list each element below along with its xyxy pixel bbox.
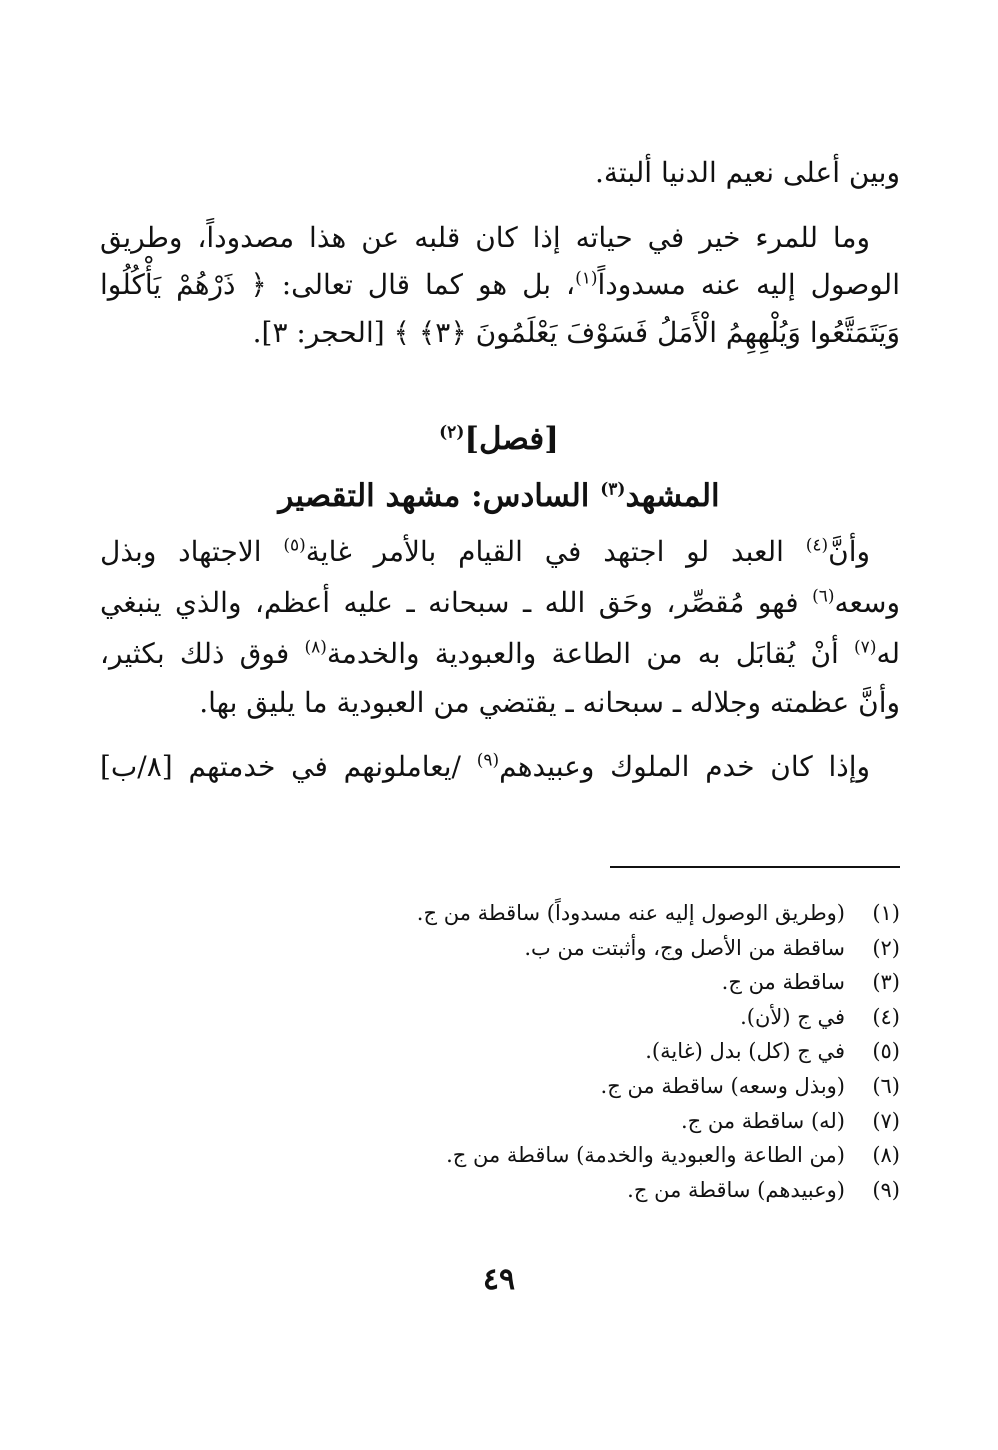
footnote-number: (٨) xyxy=(872,1143,900,1168)
section-title xyxy=(0,417,998,461)
para2-line-3-text-b: أنْ يُقابَل به من الطاعة والعبودية والخدمة xyxy=(326,637,855,670)
footnote-ref-1[interactable]: (١) xyxy=(575,268,598,289)
footnote-ref-8[interactable]: (٨) xyxy=(304,637,327,658)
footnote-number: (٩) xyxy=(872,1177,900,1202)
quran-verse-line: وَيَتَمَتَّعُوا وَيُلْهِهِمُ الْأَمَلُ فَسَوْفَ يَعْلَمُونَ ﴿٣﴾ ﴾ [الحجر: ٣]. xyxy=(252,316,900,349)
para2-line-1-text-b: العبد لو اجتهد في القيام بالأمر غاية xyxy=(305,535,806,568)
footnote-number: (٧) xyxy=(872,1108,900,1133)
para2-line-1 xyxy=(100,532,900,572)
para2-line-3 xyxy=(100,634,900,674)
para2-line-3-text-a: له xyxy=(876,637,900,670)
section-subtitle xyxy=(0,474,998,518)
footnote-number: (١) xyxy=(872,901,900,925)
footnote-ref-2[interactable]: (٢) xyxy=(439,422,465,443)
footnote-text: (وعبيدهم) ساقطة من ج. xyxy=(627,1177,845,1202)
section-subtitle-text-a: المشهد xyxy=(625,478,720,514)
footnote-text: في ج (لأن). xyxy=(740,1004,845,1029)
footnote-item xyxy=(645,1034,900,1068)
footnote-item xyxy=(681,1104,900,1138)
para2-line-4: وأنَّ عظمته وجلاله ـ سبحانه ـ يقتضي من العبودية ما يليق بها. xyxy=(199,686,900,719)
body-line-1: وبين أعلى نعيم الدنيا ألبتة. xyxy=(594,156,900,189)
footnote-item xyxy=(627,1173,900,1207)
para2-line-1-text-c: الاجتهاد وبذل xyxy=(100,535,284,568)
footnote-text: (له) ساقطة من ج. xyxy=(680,1108,845,1133)
footnote-number: (٥) xyxy=(872,1039,900,1064)
para3-line-1 xyxy=(100,747,900,787)
body-line-3 xyxy=(100,265,900,305)
para2-line-2-text-b: فهو مُقصِّر، وحَق الله ـ سبحانه ـ عليه أعظم، والذي ينبغي xyxy=(100,586,813,619)
footnote-item xyxy=(601,1069,900,1103)
para3-line-1-text-b: /يعاملونهم في خدمتهم [٨/ب] xyxy=(100,750,477,783)
footnote-ref-3[interactable]: (٣) xyxy=(600,479,626,500)
para2-line-2-text-a: وسعه xyxy=(834,586,900,619)
footnote-ref-7[interactable]: (٧) xyxy=(854,637,877,658)
footnote-text: في ج (كل) بدل (غاية). xyxy=(645,1039,845,1064)
footnote-item xyxy=(722,965,900,999)
footnote-number: (٦) xyxy=(872,1074,900,1098)
footnote-text: ساقطة من ج. xyxy=(721,970,845,995)
footnote-text: (وبذل وسعه) ساقطة من ج. xyxy=(600,1074,845,1098)
footnote-ref-9[interactable]: (٩) xyxy=(476,750,500,771)
footnote-ref-6[interactable]: (٦) xyxy=(812,586,835,607)
para2-line-2 xyxy=(100,583,900,623)
footnote-number: (٣) xyxy=(872,970,900,995)
footnote-text: (وطريق الوصول إليه عنه مسدوداً) ساقطة من ج. xyxy=(416,901,845,925)
footnote-ref-4[interactable]: (٤) xyxy=(805,535,829,556)
footnote-ref-5[interactable]: (٥) xyxy=(283,535,306,556)
para2-line-3-text-c: فوق ذلك بكثير، xyxy=(100,637,305,670)
footnote-item xyxy=(417,896,900,930)
page-number: ٤٩ xyxy=(482,1262,516,1297)
para3-line-1-text-a: وإذا كان خدم الملوك وعبيدهم xyxy=(499,750,870,783)
body-line-3-text-b: ، بل هو كما قال تعالى: ﴿ ذَرْهُمْ يَأْكُلُوا xyxy=(100,268,576,301)
footnote-separator xyxy=(610,866,900,868)
para2-line-1-text-a: وأنَّ xyxy=(828,535,871,568)
section-title-text: [فصل] xyxy=(464,421,559,457)
footnote-item xyxy=(740,1000,900,1034)
body-line-3-text-a: الوصول إليه عنه مسدوداً xyxy=(597,268,900,301)
footnote-text: (من الطاعة والعبودية والخدمة) ساقطة من ج. xyxy=(446,1143,845,1168)
footnote-item xyxy=(524,931,900,965)
footnote-item xyxy=(446,1138,900,1172)
footnote-number: (٢) xyxy=(872,935,900,960)
body-line-2: وما للمرء خير في حياته إذا كان قلبه عن هذا مصدوداً، وطريق xyxy=(100,221,870,254)
section-subtitle-text-b: السادس: مشهد التقصير xyxy=(278,478,601,514)
footnote-text: ساقطة من الأصل وج، وأثبتت من ب. xyxy=(524,935,845,960)
footnote-number: (٤) xyxy=(872,1004,900,1029)
